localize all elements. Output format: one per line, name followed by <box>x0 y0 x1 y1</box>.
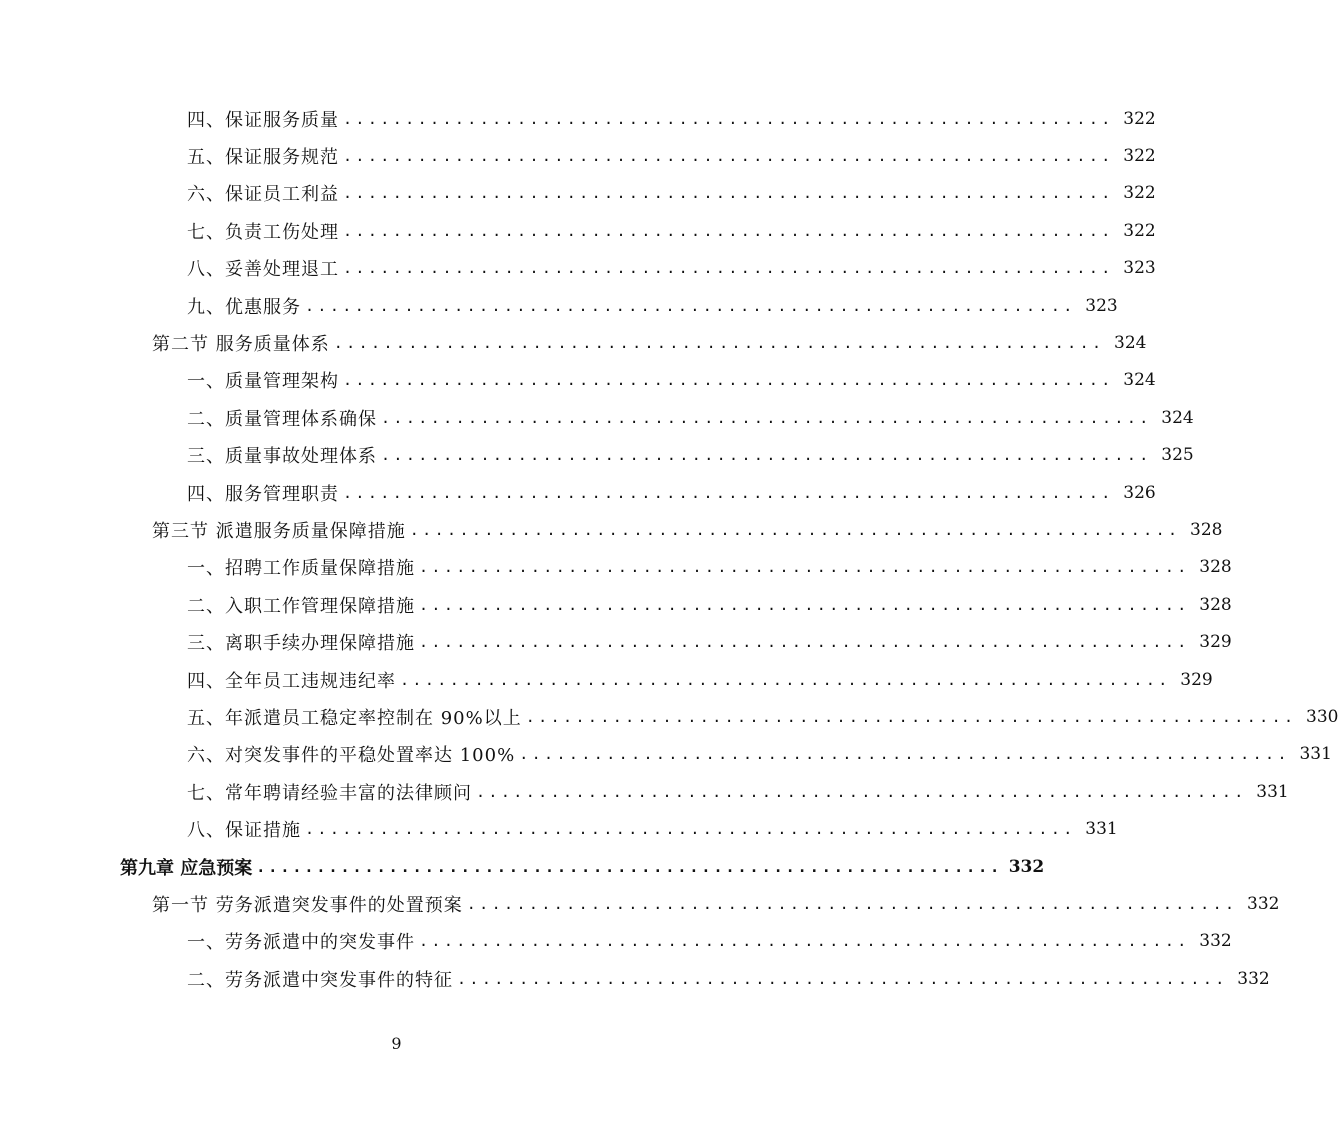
toc-leader-dots: .............................................................. <box>381 446 1152 465</box>
toc-leader-dots: .............................................................. <box>419 558 1190 577</box>
toc-entry-item[interactable] <box>0 474 1156 511</box>
toc-entry-title: 二、质量管理体系确保 <box>187 408 377 430</box>
toc-entry-page: 328 <box>1199 594 1232 615</box>
toc-leader-dots: .............................................................. <box>305 820 1076 839</box>
toc-entry-page: 324 <box>1161 407 1194 428</box>
toc-entry-item[interactable] <box>0 437 1194 474</box>
toc-entry-section[interactable] <box>0 511 1223 548</box>
toc-entry-title: 第三节 派遣服务质量保障措施 <box>152 520 406 542</box>
toc-entry-item[interactable] <box>0 698 1338 735</box>
toc-entry-item[interactable] <box>0 212 1156 249</box>
toc-entry-title: 六、保证员工利益 <box>187 184 339 206</box>
toc-entry-title: 第九章 应急预案 <box>120 857 253 879</box>
toc-entry-item[interactable] <box>0 549 1232 586</box>
toc-entry-page: 329 <box>1199 632 1232 653</box>
toc-entry-page: 322 <box>1123 220 1156 241</box>
toc-entry-item[interactable] <box>0 250 1156 287</box>
toc-entry-page: 331 <box>1256 781 1289 802</box>
toc-entry-page: 323 <box>1123 258 1156 279</box>
toc-entry-page: 325 <box>1161 445 1194 466</box>
toc-entry-page: 332 <box>1008 856 1045 877</box>
toc-entry-title: 四、全年员工违规违纪率 <box>187 670 396 692</box>
toc-entry-item[interactable] <box>0 736 1332 773</box>
toc-leader-dots: .............................................................. <box>333 334 1105 353</box>
toc-entry-page: 323 <box>1085 295 1118 316</box>
toc-entry-item[interactable] <box>0 137 1156 174</box>
toc-leader-dots: .............................................................. <box>305 296 1076 315</box>
toc-entry-page: 328 <box>1190 519 1223 540</box>
toc-entry-page: 326 <box>1123 482 1156 503</box>
toc-entry-item[interactable] <box>0 960 1270 997</box>
toc-entry-title: 一、劳务派遣中的突发事件 <box>187 932 415 954</box>
toc-leader-dots: .............................................................. <box>419 633 1190 652</box>
toc-leader-dots: .............................................................. <box>343 109 1114 128</box>
toc-entry-page: 324 <box>1123 370 1156 391</box>
toc-leader-dots: .............................................................. <box>400 670 1171 689</box>
toc-entry-title: 一、质量管理架构 <box>187 371 339 393</box>
toc-leader-dots: .............................................................. <box>519 745 1290 764</box>
toc-leader-dots: .............................................................. <box>256 857 1003 876</box>
toc-entry-item[interactable] <box>0 362 1156 399</box>
page-number: 9 <box>391 1034 402 1053</box>
toc-entry-title: 六、对突发事件的平稳处置率达 100% <box>187 745 516 767</box>
toc-entry-item[interactable] <box>0 175 1156 212</box>
table-of-contents <box>0 100 1338 997</box>
toc-entry-title: 七、负责工伤处理 <box>187 221 339 243</box>
toc-entry-chapter[interactable] <box>0 848 1045 885</box>
toc-entry-page: 331 <box>1299 744 1332 765</box>
toc-entry-title: 四、服务管理职责 <box>187 483 339 505</box>
toc-leader-dots: .............................................................. <box>525 707 1297 726</box>
toc-entry-title: 第二节 服务质量体系 <box>152 334 330 356</box>
toc-entry-item[interactable] <box>0 661 1213 698</box>
toc-entry-page: 329 <box>1180 669 1213 690</box>
toc-entry-title: 四、保证服务质量 <box>187 109 339 131</box>
toc-leader-dots: .............................................................. <box>457 969 1228 988</box>
toc-leader-dots: .............................................................. <box>343 184 1114 203</box>
toc-entry-item[interactable] <box>0 773 1289 810</box>
toc-entry-section[interactable] <box>0 885 1280 922</box>
toc-entry-title: 八、保证措施 <box>187 820 301 842</box>
toc-entry-page: 332 <box>1247 893 1280 914</box>
toc-entry-title: 二、入职工作管理保障措施 <box>187 595 415 617</box>
toc-entry-page: 328 <box>1199 557 1232 578</box>
toc-leader-dots: .............................................................. <box>466 894 1238 913</box>
toc-entry-item[interactable] <box>0 399 1194 436</box>
toc-leader-dots: .............................................................. <box>343 147 1114 166</box>
toc-leader-dots: .............................................................. <box>343 371 1114 390</box>
toc-leader-dots: .............................................................. <box>419 595 1190 614</box>
toc-entry-title: 第一节 劳务派遣突发事件的处置预案 <box>152 894 463 916</box>
toc-entry-title: 九、优惠服务 <box>187 296 301 318</box>
toc-entry-page: 331 <box>1085 819 1118 840</box>
toc-entry-title: 五、年派遣员工稳定率控制在 90%以上 <box>187 707 522 729</box>
toc-entry-title: 一、招聘工作质量保障措施 <box>187 558 415 580</box>
toc-entry-title: 七、常年聘请经验丰富的法律顾问 <box>187 782 472 804</box>
toc-entry-item[interactable] <box>0 623 1232 660</box>
toc-entry-item[interactable] <box>0 287 1118 324</box>
toc-entry-page: 332 <box>1237 968 1270 989</box>
toc-entry-title: 三、质量事故处理体系 <box>187 446 377 468</box>
toc-entry-page: 322 <box>1123 146 1156 167</box>
toc-entry-title: 二、劳务派遣中突发事件的特征 <box>187 969 453 991</box>
toc-entry-section[interactable] <box>0 324 1147 361</box>
toc-leader-dots: .............................................................. <box>343 221 1114 240</box>
toc-leader-dots: .............................................................. <box>419 932 1190 951</box>
toc-entry-page: 324 <box>1114 333 1147 354</box>
toc-entry-page: 322 <box>1123 183 1156 204</box>
toc-entry-page: 322 <box>1123 108 1156 129</box>
toc-leader-dots: .............................................................. <box>476 782 1247 801</box>
toc-entry-page: 330 <box>1306 706 1338 727</box>
toc-entry-item[interactable] <box>0 923 1232 960</box>
toc-entry-item[interactable] <box>0 100 1156 137</box>
toc-entry-page: 332 <box>1199 931 1232 952</box>
toc-leader-dots: .............................................................. <box>409 520 1181 539</box>
toc-entry-title: 八、妥善处理退工 <box>187 259 339 281</box>
toc-leader-dots: .............................................................. <box>343 259 1114 278</box>
toc-leader-dots: .............................................................. <box>381 408 1152 427</box>
toc-entry-title: 三、离职手续办理保障措施 <box>187 633 415 655</box>
toc-entry-item[interactable] <box>0 810 1118 847</box>
toc-entry-title: 五、保证服务规范 <box>187 147 339 169</box>
toc-leader-dots: .............................................................. <box>343 483 1114 502</box>
toc-entry-item[interactable] <box>0 586 1232 623</box>
